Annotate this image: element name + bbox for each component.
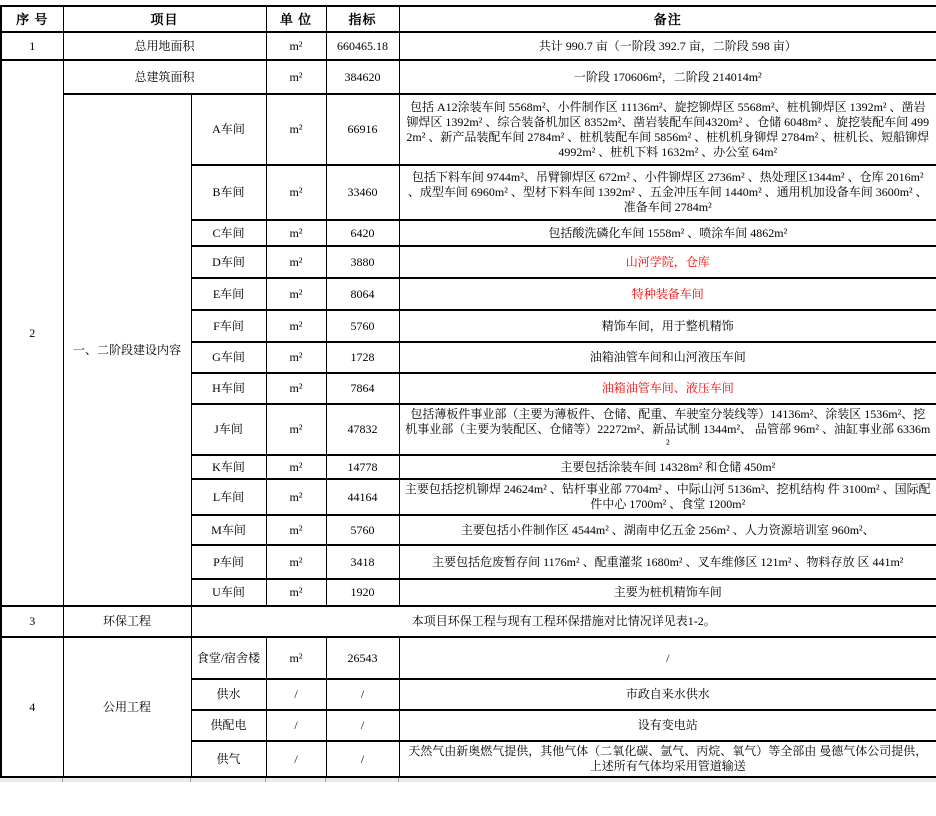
column-line-stub	[190, 778, 191, 782]
workshop-name: B车间	[191, 165, 266, 220]
remark-text: 主要为桩机精饰车间	[399, 579, 936, 606]
remark-text-red: 特种装备车间	[399, 278, 936, 310]
table-header-row	[1, 6, 936, 32]
row-no: 3	[1, 606, 63, 637]
remark-text: 油箱油管车间和山河液压车间	[399, 342, 936, 373]
unit-value: m²	[266, 246, 326, 278]
item-label: 总建筑面积	[63, 60, 266, 94]
workshop-name: P车间	[191, 545, 266, 579]
indicator-value: /	[326, 710, 399, 741]
remark-text: 市政自来水供水	[399, 679, 936, 710]
unit-value: m²	[266, 455, 326, 479]
remark-text: 一阶段 170606m²，二阶段 214014m²	[399, 60, 936, 94]
indicator-value: 1920	[326, 579, 399, 606]
item-label: 环保工程	[63, 606, 191, 637]
group-label: 一、二阶段建设内容	[63, 94, 191, 606]
remark-text: 精饰车间，用于整机精饰	[399, 310, 936, 342]
indicator-value: 47832	[326, 404, 399, 455]
unit-value: m²	[266, 479, 326, 515]
header-no: 序 号	[1, 6, 63, 32]
utility-name: 供水	[191, 679, 266, 710]
table-row	[1, 606, 936, 637]
unit-value: m²	[266, 404, 326, 455]
workshop-name: H车间	[191, 373, 266, 404]
row-no: 2	[1, 60, 63, 606]
utility-name: 供配电	[191, 710, 266, 741]
workshop-name: A车间	[191, 94, 266, 165]
indicator-value: 14778	[326, 455, 399, 479]
column-line-stub	[265, 778, 266, 782]
header-unit: 单 位	[266, 6, 326, 32]
workshop-name: C车间	[191, 220, 266, 246]
indicator-value: 26543	[326, 637, 399, 679]
table-row	[1, 637, 936, 679]
utility-name: 食堂/宿舍楼	[191, 637, 266, 679]
project-overview-table	[0, 5, 936, 778]
indicator-value: 384620	[326, 60, 399, 94]
column-line-stub	[325, 778, 326, 782]
remark-text: 主要包括涂装车间 14328m² 和仓储 450m²	[399, 455, 936, 479]
workshop-name: U车间	[191, 579, 266, 606]
indicator-value: 3880	[326, 246, 399, 278]
unit-value: m²	[266, 637, 326, 679]
row-no: 1	[1, 32, 63, 60]
remark-text: 包括 A12涂装车间 5568m²、小件制作区 11136m²、旋挖铆焊区 5568m²、桩机铆焊区 1392m² 、凿岩铆焊区 1392m² 、综合装备机加区 8352m²、凿岩装配车间4320m² 、仓储 6048m² 、旋挖装配车间 4992m² 、新产品装配车间 2784m² 、桩机装配车间 5856m² 、桩机机身铆焊 2784m² 、桩机长、短船铆焊 4992m² 、桩机下料 1632m² 、办公室 64m²	[399, 94, 936, 165]
workshop-name: J车间	[191, 404, 266, 455]
unit-value: m²	[266, 165, 326, 220]
header-indicator: 指标	[326, 6, 399, 32]
remark-text-red: 山河学院，仓库	[399, 246, 936, 278]
indicator-value: 66916	[326, 94, 399, 165]
utility-name: 供气	[191, 741, 266, 777]
indicator-value: 1728	[326, 342, 399, 373]
table-row	[1, 94, 936, 165]
item-label: 公用工程	[63, 637, 191, 777]
remark-text: 主要包括小件制作区 4544m² 、湖南申亿五金 256m² 、人力资源培训室 960m²、	[399, 515, 936, 545]
indicator-value: /	[326, 741, 399, 777]
remark-text: 包括薄板件事业部（主要为薄板件、仓储、配重、车驶室分装线等）14136m²、涂装区 1536m²、挖机事业部（主要为装配区、仓储等）22272m²、新品试制 1344m²、 品管部 96m² 、油缸事业部 6336m²	[399, 404, 936, 455]
workshop-name: F车间	[191, 310, 266, 342]
workshop-name: D车间	[191, 246, 266, 278]
unit-value: m²	[266, 94, 326, 165]
table-row	[1, 32, 936, 60]
remark-text: 共计 990.7 亩（一阶段 392.7 亩，二阶段 598 亩）	[399, 32, 936, 60]
item-label: 总用地面积	[63, 32, 266, 60]
indicator-value: 33460	[326, 165, 399, 220]
unit-value: m²	[266, 278, 326, 310]
unit-value: /	[266, 710, 326, 741]
indicator-value: 8064	[326, 278, 399, 310]
workshop-name: L车间	[191, 479, 266, 515]
header-item: 项目	[63, 6, 266, 32]
workshop-name: K车间	[191, 455, 266, 479]
workshop-name: M车间	[191, 515, 266, 545]
remark-text: 本项目环保工程与现有工程环保措施对比情况详见表1-2。	[191, 606, 936, 637]
unit-value: m²	[266, 60, 326, 94]
indicator-value: 44164	[326, 479, 399, 515]
indicator-value: 5760	[326, 515, 399, 545]
indicator-value: 5760	[326, 310, 399, 342]
indicator-value: 6420	[326, 220, 399, 246]
remark-text: 包括酸洗磷化车间 1558m² 、喷涂车间 4862m²	[399, 220, 936, 246]
indicator-value: 7864	[326, 373, 399, 404]
remark-text: 设有变电站	[399, 710, 936, 741]
unit-value: m²	[266, 32, 326, 60]
remark-text: 主要包括危废暂存间 1176m² 、配重灌浆 1680m² 、叉车维修区 121m² 、物料存放 区 441m²	[399, 545, 936, 579]
unit-value: m²	[266, 342, 326, 373]
unit-value: m²	[266, 515, 326, 545]
workshop-name: G车间	[191, 342, 266, 373]
column-line-stub	[62, 778, 63, 782]
table-continuation-strip	[0, 778, 936, 782]
remark-text: /	[399, 637, 936, 679]
table-row	[1, 60, 936, 94]
remark-text: 天然气由新奥燃气提供，其他气体（二氧化碳、氩气、丙烷、氧气）等全部由 曼德气体公司提供，上述所有气体均采用管道输送	[399, 741, 936, 777]
indicator-value: 3418	[326, 545, 399, 579]
remark-text: 主要包括挖机铆焊 24624m² 、钻杆事业部 7704m² 、中际山河 5136m²、挖机结构 件 3100m² 、国际配件中心 1700m² 、食堂 1200m²	[399, 479, 936, 515]
row-no: 4	[1, 637, 63, 777]
unit-value: m²	[266, 373, 326, 404]
column-line-stub	[398, 778, 399, 782]
unit-value: m²	[266, 579, 326, 606]
indicator-value: /	[326, 679, 399, 710]
workshop-name: E车间	[191, 278, 266, 310]
unit-value: /	[266, 679, 326, 710]
unit-value: m²	[266, 545, 326, 579]
unit-value: m²	[266, 220, 326, 246]
unit-value: /	[266, 741, 326, 777]
unit-value: m²	[266, 310, 326, 342]
indicator-value: 660465.18	[326, 32, 399, 60]
remark-text: 包括下料车间 9744m²、吊臂铆焊区 672m² 、小件铆焊区 2736m² 、热处理区1344m² 、仓库 2016m² 、成型车间 6960m² 、型材下料车间 1392m² 、五金冲压车间 1440m² 、通用机加设备车间 3600m² 、准备车间 2784m²	[399, 165, 936, 220]
header-remark: 备注	[399, 6, 936, 32]
remark-text-red: 油箱油管车间、液压车间	[399, 373, 936, 404]
